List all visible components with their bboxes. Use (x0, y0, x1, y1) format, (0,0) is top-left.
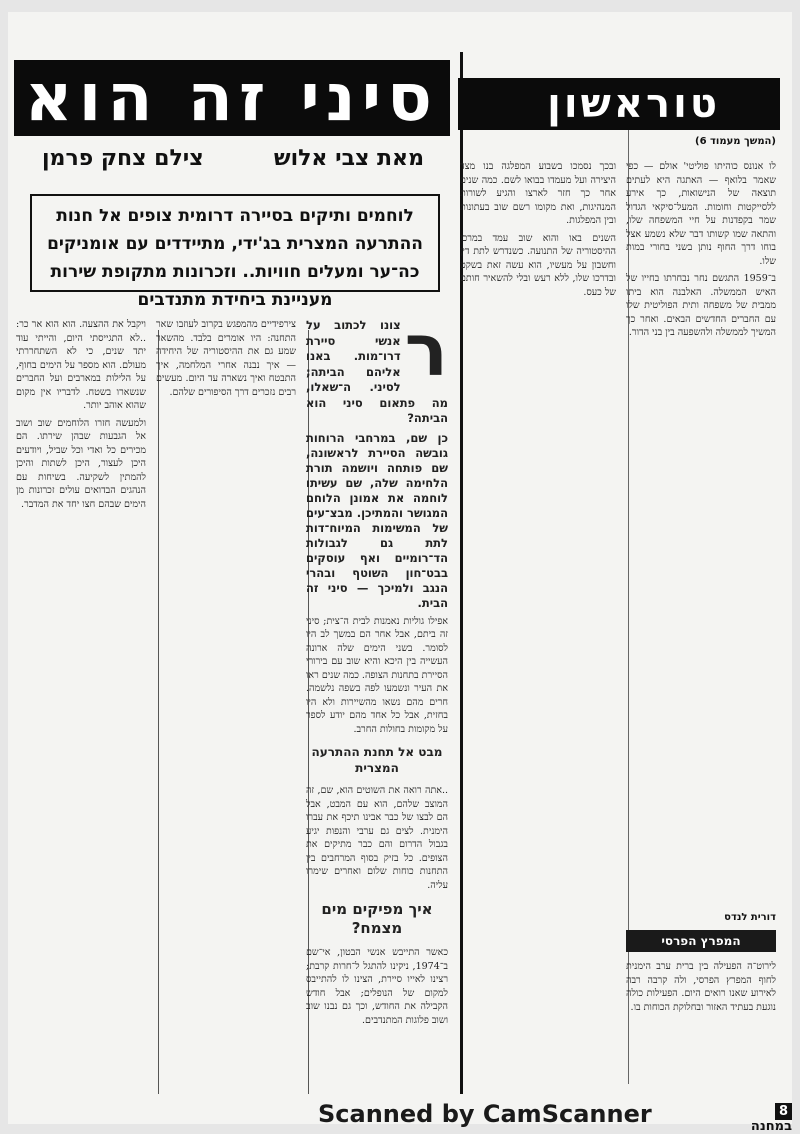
sidebar-column-1 (626, 160, 776, 900)
author-byline: מאת צבי אלוש (273, 146, 424, 171)
continued-note: (המשך מעמוד 6) (695, 136, 776, 147)
feature-paragraph: ולמעשה חזרו הלוחמים שוב ושוב אל הגבעות שבהן שירתו. הם מכירים כל ואדי וכל שביל, ויודעים היכן לעצור, היכן לשתות והיכן להמתין לשקיעה. בשיחות עם הנהגים הבדואים עולים זכרונות מן הימים שבהם חצו יחד את המדבר. (16, 417, 146, 510)
feature-paragraph: כאשר התייבש אנשי הבטון, אי־שם ב־1974, ניקינו להתגל ל־חרות קרבת; רצינו לאייו סיירת, הצינו לו להתייבס למקום של הנופלים; אבל חודש הקבילה את החודש, וכך גם נבנו שוב ושוב פלוגות המתנדבים. (306, 947, 448, 1026)
feature-paragraph: צירפידיים מהמפגש בקרוב לעוזבו שאר התחנה: היו אומרים בלבד. מהשאר שמע גם את ההיסטוריה של היחידה — איך נבנה אחרי המלחמה, איך התבטח ואיך נשארה עד היום. מעשים רבים נזכרים דרך הסיפורים שלהם. (156, 319, 296, 398)
inline-subheading: מבט אל תחנת ההתרעה המצרית (311, 745, 443, 775)
feature-paragraph: ויקבל את ההצעה. הוא הוא אר כר: ..לא התגייסתי היום, והייתי עוד יתד שנים, כי לא השתחררתי מעולם. הוא מספר על הימים בחוף, על הלילות במארבים ועל החברים שנשארו בשטח. לדבריו אין מקום שהוא אוהב יותר. (16, 319, 146, 411)
feature-column-3 (16, 318, 146, 1098)
feature-paragraph: ..אתה רואה את השוטים הוא, שם, זה המוצב שלהם, הוא עם המבט, אבל הם לבצו של כבר אבינו תיכף את עברו הימנית. לצים גם ערבי והנפות יגיע בגבול הדרום והם כבר מתיקים את הצופים. כל בזיק בסוף המרחבים בין התחנות כוחות שלום ואחרים שימרו עליה. (306, 785, 448, 891)
sidebar-paragraph: לו אנונס כוהיתו פוליטי' אולם — כפי שאמר בלואף — האתגה היא לעתים תוצאה של הנישואות, כך אירע ללסייקטות וחומות. המעל־סיקאי הגדול שמר בקפדנות על חיי המשפחה שלו, והתאה שמו קשותו דבר שלא נשמע אצל בוחו דרך החוף נותן בשני בחורי במות שלו. (626, 161, 776, 267)
feature-paragraph: אפילו גוליות נאמנות לבית ה־צית; סיני זה ביתם, אבל אחר הם במשך לב היו לסומר. בשני הימים שלה ארונה העשייה בין היכא והיא שוב עם בירורי הסיירת בתחנות הצופה. כמה שנים ראו את העיר ונשמעו לפה בשפה נלשמה. חרים מהם נשאו מהשיירות ולא היו בחזית, אבל כל אחד מהם יודע לספר על מקומות בחולות החרב. (306, 615, 448, 735)
sidebar-paragraph: לירוט־ה הפעילה בין ברית ערב הימנית לחוף המפרץ הפרסי, ולה קרבה רבה לאירוע שאנו רואים היום. הפעילות כולה נוגעת בעתיד האזור ובחלוקת הכוחות בו. (626, 961, 776, 1013)
sidebar-box-body (626, 960, 776, 1100)
feature-title: סיני זה הוא (24, 59, 438, 136)
sidebar-box-heading: המפרץ הפרסי (626, 930, 776, 952)
page-number-block (738, 1104, 792, 1134)
page-number: 8 (775, 1103, 792, 1120)
feature-subhead: לוחמים ותיקים בסיירה דרומית צופים אל חנות ההתרעה המצרית בג'ידי, מתיידדים עם אומניקים כה־ער ומעלים חוויות.. וזכרונות מתקופת שירות מעניינת ביחידת מתנדבים (30, 194, 440, 292)
sidebar-paragraph: ב־1959 התגשם נחר נבחרתו בחייו של האיש הממשלה. האלבנה הוא ביתו ממבית של משפחה ותית הפוליטית שלו עם החברים החדשים הבאים. ואחר כך המשיך לממשלה ולהשפעה בין בני הדור. (626, 273, 776, 338)
sidebar-paragraph: ובכך נסמכו בשבוע המפלגה בנו מצד היצירה ועל מעמדו בבואו לשם. כמה שנים אחר כך חזר לארצו והגיע לשורות המנהיגות, ואת מקומו רשם שוב בעתונות ובין המפלגות. (460, 161, 616, 226)
feature-paragraph: כן שם, במרחבי הרוחות גובשה הסיירת לראשונה, שם פותחה ויושמה תורת הלחימה שלה, שם עשיתו לוחמה את אמונן הלוחם המגושר והמתיכן. מבצ־עים של המשימות המיוח־דות לתת גם לגבולות הד־רומיים ואף עוסקים בבט־חון השוטף ובהרי הנגב ולמיכך — סיני זה הבית. (306, 430, 448, 610)
feature-column-2 (156, 318, 296, 1098)
drop-cap: ר (404, 318, 448, 392)
inline-subheading: איך מפיקים מים מצמח? (321, 900, 433, 937)
scanner-watermark: Scanned by CamScanner (318, 1100, 652, 1128)
newspaper-name: במחנה (750, 1119, 792, 1134)
sidebar-signature: דורית לנדס (724, 912, 776, 923)
feature-lead: צונו לכתוב על אנשי סיירת דרו־מות. באנו אליהם הביתה; לסיני. ה־שאלו, מה פתאום סיני הוא הביתה? (306, 318, 448, 425)
feature-column-1 (306, 318, 448, 1098)
sidebar-title-band (458, 78, 780, 130)
sidebar-column-2 (460, 160, 616, 1100)
sidebar-title: טוראשון (547, 81, 720, 127)
sidebar-paragraph: השנים באו והוא שוב עמד במרכז ההיסטוריה של התנועה. כשנדרש לתת דין וחשבון על מעשיו, הוא עשה זאת בשקט ובדרכו שלו, ללא רעש ובלי להשאיר חותם של כעס. (460, 232, 616, 298)
bylines (14, 142, 450, 182)
feature-title-band (14, 60, 450, 136)
page-footer (8, 1098, 792, 1134)
photographer-byline: צילם צחק פרמן (42, 146, 204, 171)
